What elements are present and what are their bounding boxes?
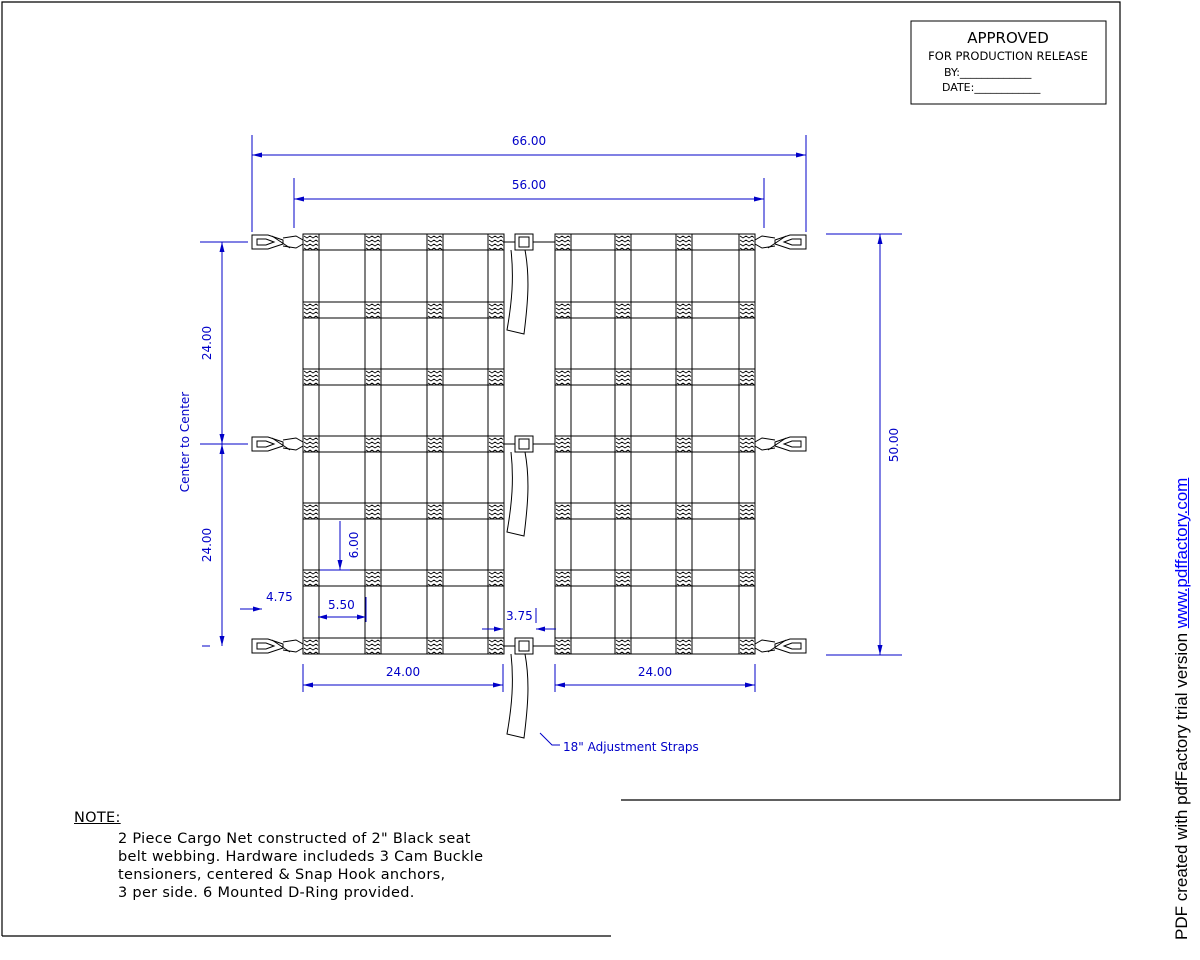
horizontal-strap (555, 436, 755, 452)
snap-hook-right (775, 639, 806, 653)
watermark-text: PDF created with pdfFactory trial version (1172, 628, 1191, 940)
approval-by-field: BY:_____________ (944, 66, 1032, 79)
horizontal-strap (303, 369, 504, 385)
snap-hook-left-clip (283, 640, 303, 652)
dim-center-to-center-label: Center to Center (178, 391, 192, 493)
note-title: NOTE: (74, 810, 121, 826)
cam-buckle-latch (519, 439, 529, 449)
horizontal-strap (303, 302, 504, 318)
snap-hook-left (252, 235, 283, 249)
dim-net-width: 56.00 (511, 178, 547, 192)
dim-height: 50.00 (887, 427, 901, 463)
note-block (74, 810, 483, 902)
dim-lower-spacing: 24.00 (200, 527, 214, 563)
snap-hook-left (252, 639, 283, 653)
approval-title: APPROVED (967, 29, 1049, 47)
pdf-watermark (1172, 478, 1192, 940)
snap-hook-right (775, 437, 806, 451)
note-line: 3 per side. 6 Mounted D-Ring provided. (118, 885, 415, 901)
snap-hook-right-clip (755, 640, 775, 652)
drawing-frame (2, 2, 1120, 936)
dim-cell-height: 6.00 (347, 531, 361, 559)
adjustment-strap (507, 452, 528, 536)
dim-right-panel-width: 24.00 (637, 665, 673, 679)
horizontal-strap (303, 638, 504, 654)
approval-subtitle: FOR PRODUCTION RELEASE (928, 49, 1088, 63)
horizontal-strap (555, 369, 755, 385)
cam-buckle-latch (519, 641, 529, 651)
snap-hook-right-clip (755, 438, 775, 450)
approval-block (911, 21, 1106, 104)
cam-buckle (515, 436, 533, 452)
cam-buckle (515, 234, 533, 250)
dim-overall-width: 66.00 (511, 134, 547, 148)
note-body (118, 830, 483, 902)
snap-hook-left (252, 437, 283, 451)
snap-hook-right (775, 235, 806, 249)
horizontal-strap (303, 234, 504, 250)
adjustment-strap (507, 250, 528, 334)
strap-callout: 18" Adjustment Straps (563, 740, 699, 754)
horizontal-strap (303, 570, 504, 586)
dim-gap: 3.75 (506, 609, 533, 623)
cargo-net (252, 234, 806, 738)
snap-hook-left-clip (283, 438, 303, 450)
horizontal-strap (303, 503, 504, 519)
dim-edge-offset: 4.75 (266, 590, 293, 604)
cam-buckle (515, 638, 533, 654)
watermark-link[interactable]: www.pdffactory.com (1172, 477, 1191, 629)
horizontal-strap (555, 503, 755, 519)
note-line: belt webbing. Hardware includeds 3 Cam Buckle (118, 849, 484, 865)
horizontal-strap (555, 638, 755, 654)
approval-date-field: DATE:____________ (942, 81, 1041, 94)
horizontal-strap (555, 570, 755, 586)
dim-left-panel-width: 24.00 (385, 665, 421, 679)
snap-hook-left-clip (283, 236, 303, 248)
adjustment-strap (507, 654, 528, 738)
note-line: 2 Piece Cargo Net constructed of 2" Black seat (118, 831, 471, 847)
dim-cell-width: 5.50 (328, 598, 355, 612)
horizontal-strap (555, 302, 755, 318)
cam-buckle-latch (519, 237, 529, 247)
note-line: tensioners, centered & Snap Hook anchors, (118, 867, 446, 883)
snap-hook-right-clip (755, 236, 775, 248)
dim-upper-spacing: 24.00 (200, 325, 214, 361)
horizontal-strap (555, 234, 755, 250)
horizontal-strap (303, 436, 504, 452)
